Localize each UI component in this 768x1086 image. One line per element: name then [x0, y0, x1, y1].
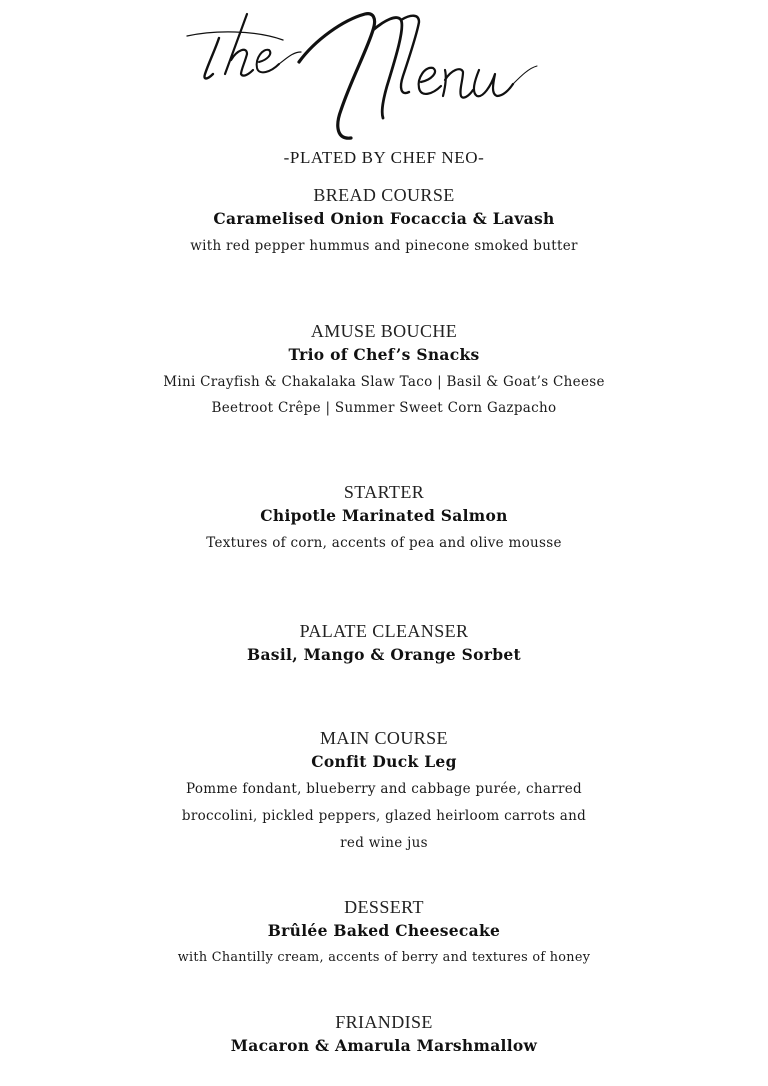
dish-description: [0, 945, 768, 971]
menu-subtitle: -PLATED BY CHEF NEO-: [283, 148, 485, 167]
dish-name: Chipotle Marinated Salmon: [260, 506, 508, 525]
dish-name: Brûlée Baked Cheesecake: [267, 921, 501, 940]
description-line: Pomme fondant, blueberry and cabbage purée, charred: [186, 781, 582, 797]
course-heading: DESSERT: [344, 897, 424, 917]
dish-description: [0, 776, 768, 857]
description-line: Textures of corn, accents of pea and olive mousse: [206, 535, 562, 551]
description-line: with Chantilly cream, accents of berry and textures of honey: [177, 950, 591, 965]
menu-title-logo: [175, 0, 555, 150]
course-friandise: [0, 1011, 768, 1058]
course-heading: FRIANDISE: [335, 1012, 433, 1032]
dish-name: Trio of Chef’s Snacks: [288, 345, 480, 364]
course-palate-cleanser: [0, 620, 768, 667]
menu-title-calligraphy: [175, 0, 555, 150]
course-amuse-bouche: [0, 320, 768, 421]
dish-description: [0, 530, 768, 556]
dish-name: Caramelised Onion Focaccia & Lavash: [213, 209, 555, 228]
course-heading: AMUSE BOUCHE: [310, 321, 458, 341]
course-bread: [0, 184, 768, 259]
course-heading: MAIN COURSE: [320, 728, 448, 748]
course-main: [0, 727, 768, 857]
dish-name: Macaron & Amarula Marshmallow: [230, 1036, 538, 1055]
course-dessert: [0, 896, 768, 971]
description-line: red wine jus: [340, 835, 428, 851]
dish-name: Confit Duck Leg: [311, 752, 457, 771]
description-line: Mini Crayfish & Chakalaka Slaw Taco | Basil & Goat’s Cheese: [163, 374, 605, 390]
description-line: with red pepper hummus and pinecone smoked butter: [190, 238, 578, 254]
course-heading: STARTER: [343, 482, 425, 502]
course-starter: [0, 481, 768, 556]
dish-name: Basil, Mango & Orange Sorbet: [247, 645, 521, 664]
description-line: Beetroot Crêpe | Summer Sweet Corn Gazpacho: [211, 400, 557, 416]
description-line: broccolini, pickled peppers, glazed heirloom carrots and: [181, 808, 587, 824]
course-heading: BREAD COURSE: [313, 185, 455, 205]
dish-description: [0, 369, 768, 421]
dish-description: [0, 233, 768, 259]
course-heading: PALATE CLEANSER: [299, 621, 469, 641]
